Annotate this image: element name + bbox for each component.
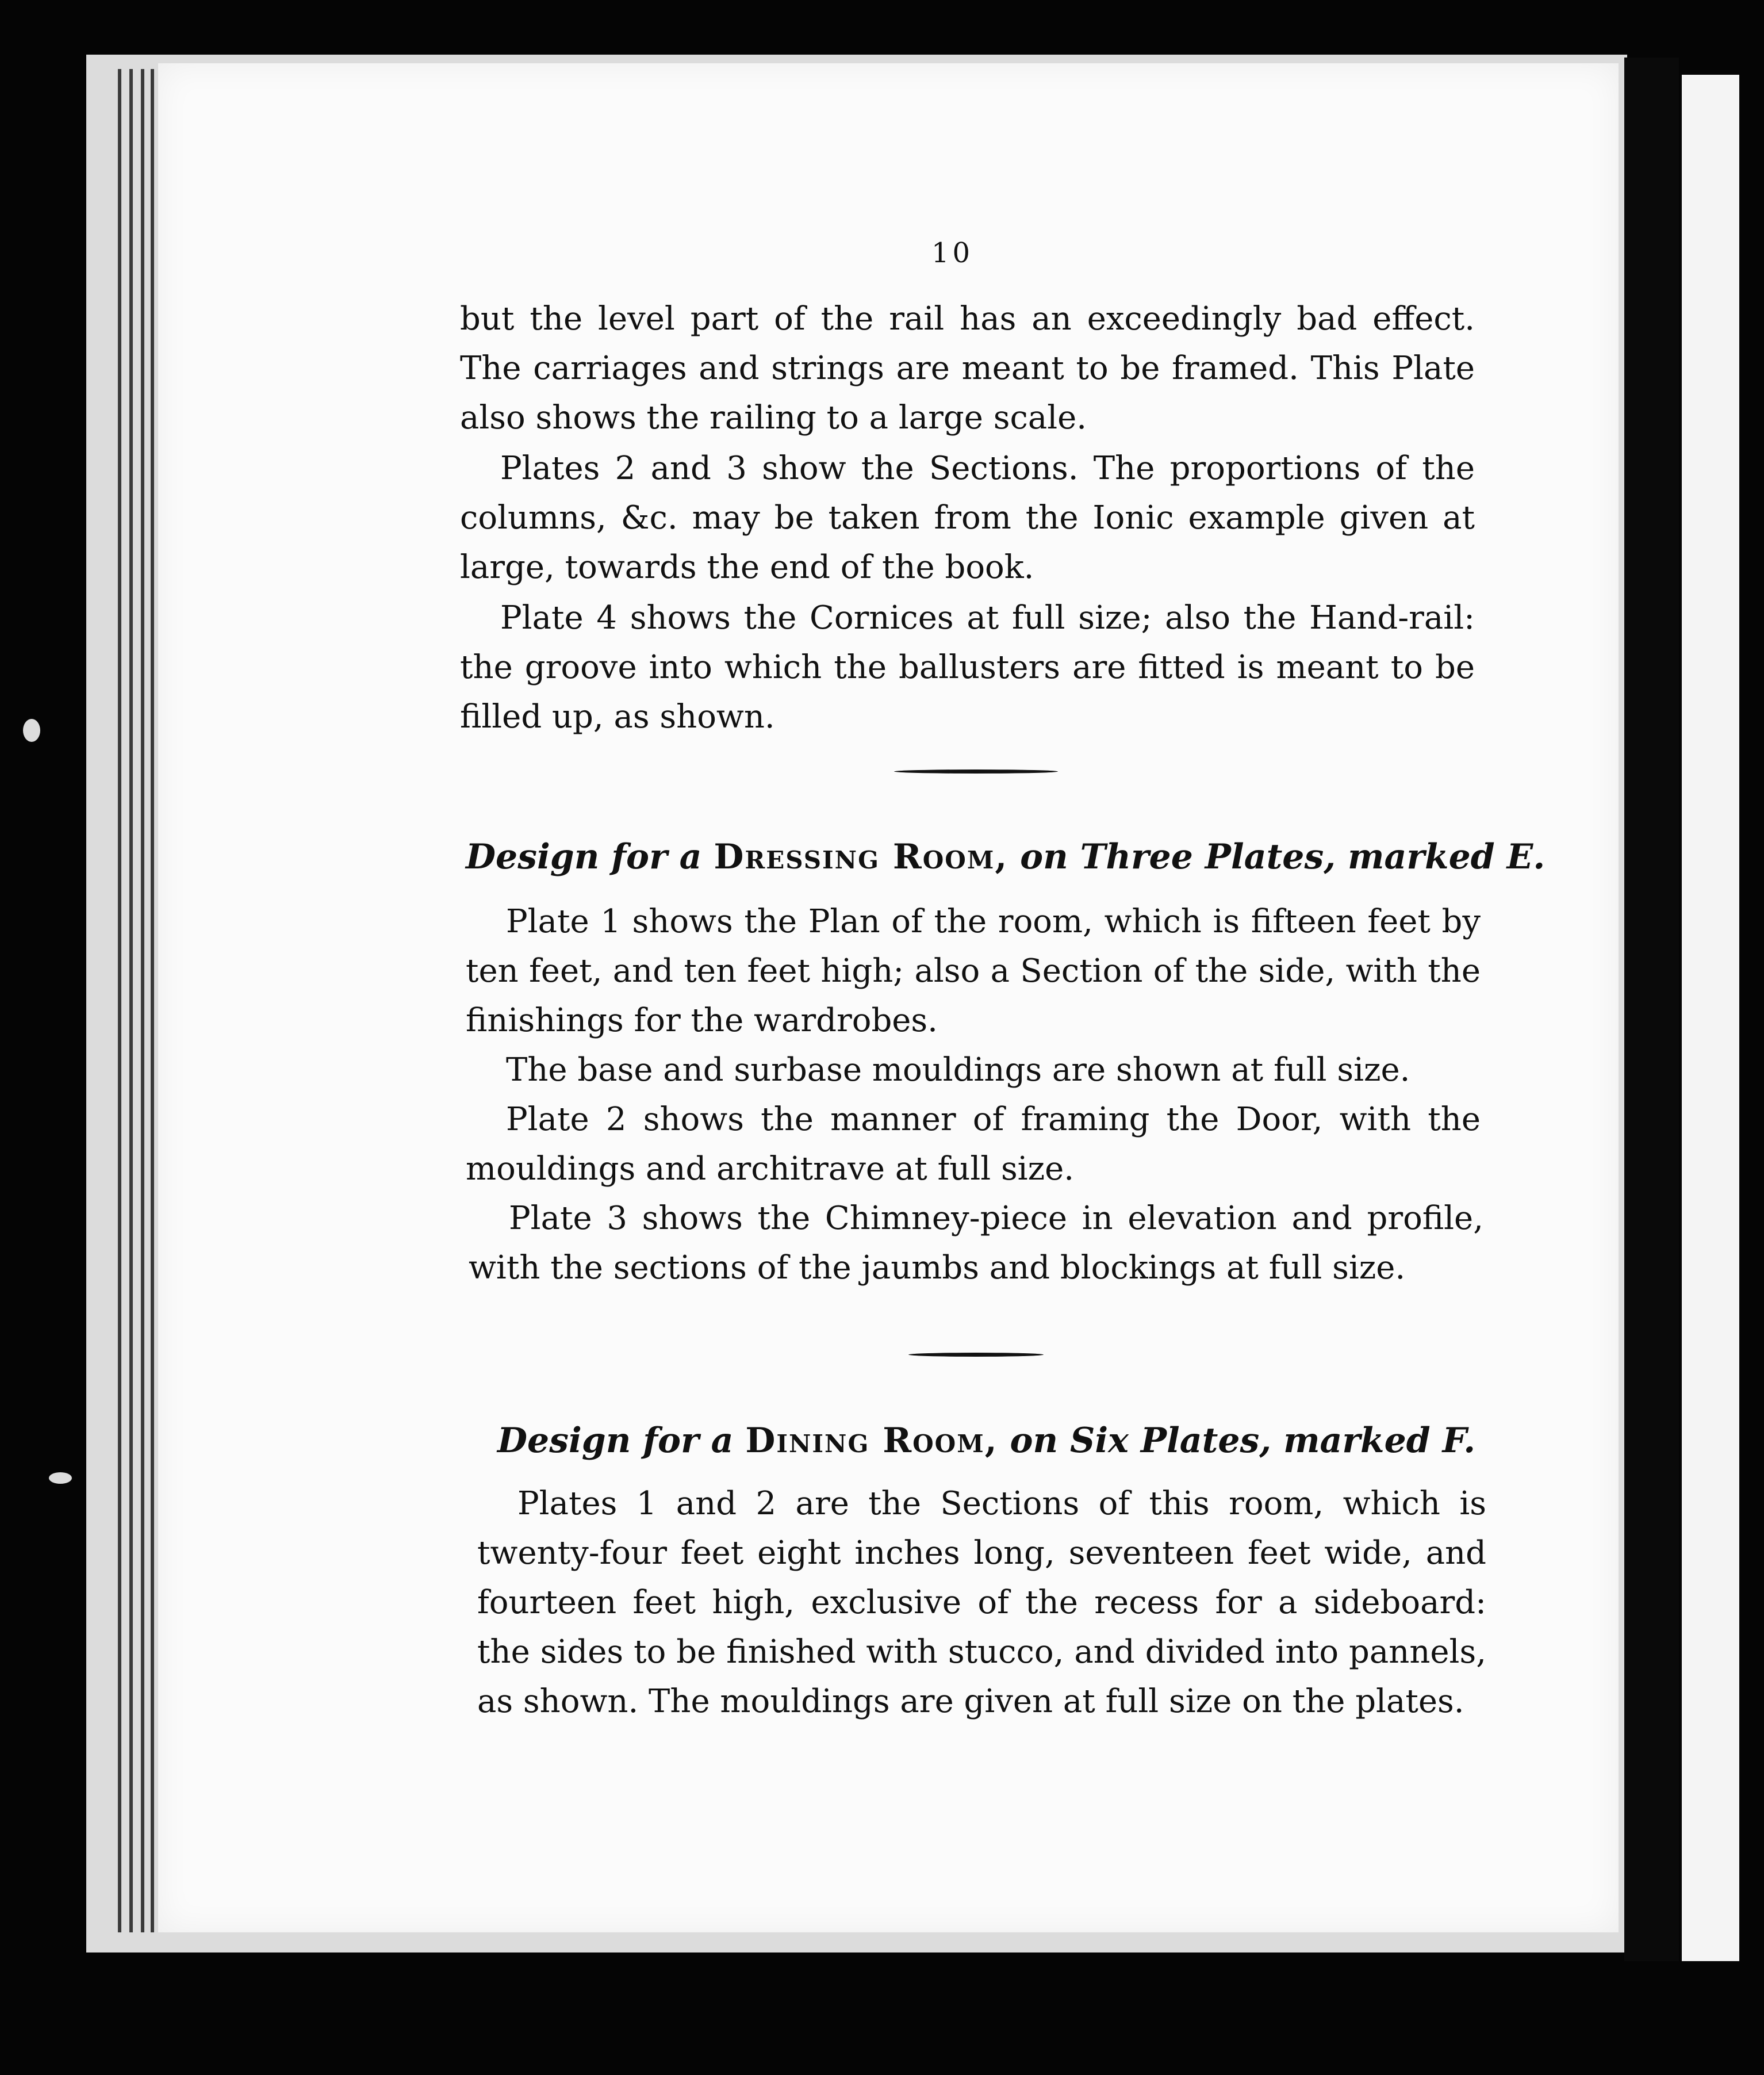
heading-suffix: on Three Plates, marked E. [1020,837,1546,877]
paragraph: but the level part of the rail has an exceedingly bad effect. The carriages and strings are meant to be framed. This Plate also shows the railing to a large scale. [460,300,1475,437]
page-edge-line [151,69,154,1932]
heading-room: Dining Room, [745,1421,998,1461]
scan-artifact [49,1472,72,1484]
book-gutter [1624,58,1679,1961]
page-edge-line [141,69,144,1932]
facing-page-edge [1682,75,1739,1961]
paragraph: Plate 3 shows the Chimney-piece in elevation and profile, with the sections of the jaumbs and blockings at full size. [469,1200,1483,1287]
scan-artifact [23,719,40,742]
paragraph: Plate 1 shows the Plan of the room, which is fifteen feet by ten feet, and ten feet high; also a Section of the side, with the finishings for the wardrobes. [466,903,1481,1039]
page-edge-line [118,69,121,1932]
heading-prefix: Design for a [466,837,702,877]
section-heading-e [466,837,1545,877]
paragraph: Plates 1 and 2 are the Sections of this room, which is twenty-four feet eight inches long, seventeen feet wide, and fourteen feet high, exclusive of the recess for a sideboard: the sides to be finished with stucco, and divided into pannels, as shown. The mouldings are given at full size on the plates. [477,1485,1486,1720]
page-number: 10 [931,237,974,269]
section-heading-f [497,1421,1475,1461]
heading-room: Dressing Room, [714,837,1008,877]
heading-prefix: Design for a [497,1421,734,1461]
heading-suffix: on Six Plates, marked F. [1010,1421,1476,1461]
paragraph: The base and surbase mouldings are shown at full size. [506,1051,1410,1089]
page-edge-line [129,69,133,1932]
paragraph: Plate 2 shows the manner of framing the Door, with the mouldings and architrave at full size. [466,1101,1481,1188]
section-divider [908,1353,1044,1357]
paragraph: Plate 4 shows the Cornices at full size; also the Hand-rail: the groove into which the ballusters are fitted is meant to be filled up, as shown. [460,599,1475,736]
paragraph: Plates 2 and 3 show the Sections. The proportions of the columns, &c. may be taken from the Ionic example given at large, towards the end of the book. [460,450,1475,586]
section-divider [894,769,1058,774]
